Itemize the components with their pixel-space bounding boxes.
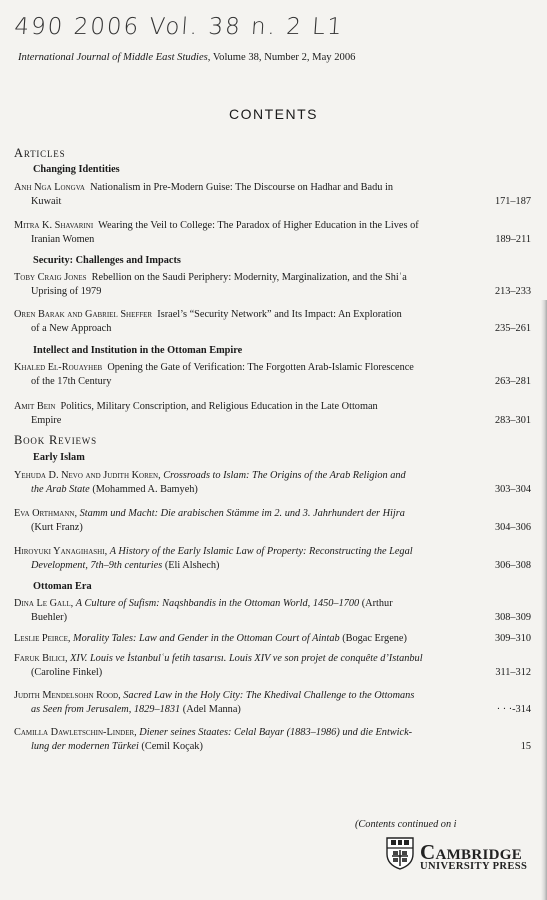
toc-entry-nevo[interactable]: Yehuda D. Nevo and Judith Koren, Crossroads to Islam: The Origins of the Arab Religion and the Arab State (Mohammed A. Bamyeh) 303–304 bbox=[14, 470, 531, 495]
journal-title: International Journal of Middle East Studies bbox=[18, 52, 208, 63]
toc-entry-orthmann[interactable]: Eva Orthmann, Stamm und Macht: Die arabischen Stämme im 2. und 3. Jahrhundert der Hijra (Kurt Franz) 304–306 bbox=[14, 508, 531, 533]
journal-issue: , Volume 38, Number 2, May 2006 bbox=[207, 52, 356, 63]
entry-title-cont: Empire bbox=[31, 415, 62, 426]
entry-title: Crossroads to Islam: The Origins of the Arab Religion and bbox=[163, 470, 406, 481]
entry-title: Rebellion on the Saudi Periphery: Modernity, Marginalization, and the Shiʿa bbox=[91, 272, 407, 283]
toc-entry-peirce[interactable]: Leslie Peirce, Morality Tales: Law and Gender in the Ottoman Court of Aintab (Bogac Ergene) 309–310 bbox=[14, 633, 531, 644]
entry-author: Anh Nga Longva bbox=[14, 182, 85, 193]
entry-author: Leslie Peirce bbox=[14, 633, 68, 644]
entry-title: A Culture of Sufism: Naqshbandis in the Ottoman World, 1450–1700 bbox=[75, 598, 360, 609]
entry-title-cont: as Seen from Jerusalem, 1829–1831 bbox=[31, 704, 181, 715]
entry-title-cont: Development, 7th–9th centuries bbox=[31, 560, 163, 571]
entry-title: Morality Tales: Law and Gender in the Ottoman Court of Aintab bbox=[73, 633, 340, 644]
publisher-name: Cambridge bbox=[420, 840, 523, 864]
entry-author: Hiroyuki Yanagihashi bbox=[14, 546, 105, 557]
publisher-subtitle: UNIVERSITY PRESS bbox=[420, 861, 528, 872]
toc-entry-barak[interactable] bbox=[14, 308, 534, 336]
entry-title-cont: lung der modernen Türkei bbox=[31, 741, 139, 752]
entry-title: Stamm und Macht: Die arabischen Stämme im 2. und 3. Jahrhundert der Hijra bbox=[79, 508, 405, 519]
entry-reviewer: (Caroline Finkel) bbox=[31, 667, 103, 678]
entry-title: XIV. Louis ve İstanbulʿu fetih tasarısı. Louis XIV ve son projet de conquête d’Istanbul bbox=[70, 653, 423, 664]
entry-reviewer: (Eli Alshech) bbox=[164, 560, 220, 571]
cambridge-crest-icon bbox=[385, 836, 415, 870]
entry-author: Eva Orthmann bbox=[14, 508, 75, 519]
entry-title: Nationalism in Pre-Modern Guise: The Discourse on Hadhar and Badu in bbox=[90, 182, 393, 193]
entry-author: Toby Craig Jones bbox=[14, 272, 87, 283]
entry-reviewer-cont: Buehler) bbox=[31, 612, 68, 623]
toc-entry-jones[interactable] bbox=[14, 271, 534, 299]
toc-entry-bilici[interactable]: Faruk Bilici, XIV. Louis ve İstanbulʿu fetih tasarısı. Louis XIV ve son projet de conquête d’Istanbul (Caroline Finkel) 311–312 bbox=[14, 653, 531, 678]
contents-continued-note: (Contents continued on i bbox=[355, 819, 457, 830]
entry-title: Politics, Military Conscription, and Religious Education in the Late Ottoman bbox=[60, 401, 378, 412]
subsection-security: Security: Challenges and Impacts bbox=[33, 255, 181, 266]
toc-entry-dawletschin[interactable]: Camilla Dawletschin-Linder, Diener seines Staates: Celal Bayar (1883–1986) und die Entwick- lung der modernen Türkei (Cemil Koçak) 15 bbox=[14, 727, 531, 752]
entry-reviewer: (Mohammed A. Bamyeh) bbox=[92, 484, 198, 495]
toc-entry-rood[interactable]: Judith Mendelsohn Rood, Sacred Law in the Holy City: The Khedival Challenge to the Ottomans as Seen from Jerusalem, 1829–1831 (Adel Manna) · · ·-314 bbox=[14, 690, 531, 715]
entry-pages: 304–306 bbox=[494, 522, 531, 533]
toc-entry-rouayheb[interactable] bbox=[14, 361, 534, 389]
entry-pages: 308–309 bbox=[494, 612, 531, 623]
entry-reviewer: (Adel Manna) bbox=[182, 704, 241, 715]
subsection-ottoman-era: Ottoman Era bbox=[33, 581, 92, 592]
page-edge-shadow bbox=[541, 300, 547, 900]
entry-title: Diener seines Staates: Celal Bayar (1883–1986) und die Entwick- bbox=[139, 727, 413, 738]
entry-pages: 235–261 bbox=[494, 323, 531, 334]
contents-heading: CONTENTS bbox=[229, 106, 318, 122]
journal-line bbox=[18, 52, 538, 63]
toc-entry-shavarini[interactable] bbox=[14, 219, 534, 247]
handwritten-note: 490 2006 Vol. 38 n. 2 L1 bbox=[13, 14, 345, 40]
toc-entry-longva[interactable] bbox=[14, 181, 534, 209]
section-articles: Articles bbox=[14, 146, 66, 160]
entry-pages: 263–281 bbox=[494, 376, 531, 387]
entry-reviewer: (Bogac Ergene) bbox=[342, 633, 407, 644]
entry-title-cont: of a New Approach bbox=[31, 323, 112, 334]
subsection-early-islam: Early Islam bbox=[33, 452, 85, 463]
section-book-reviews: Book Reviews bbox=[14, 433, 97, 447]
entry-author: Dina Le Gall bbox=[14, 598, 71, 609]
entry-pages: 303–304 bbox=[494, 484, 531, 495]
entry-reviewer: (Cemil Koçak) bbox=[141, 741, 203, 752]
entry-pages: · · ·-314 bbox=[496, 704, 531, 715]
entry-author: Amit Bein bbox=[14, 401, 56, 412]
entry-title: Sacred Law in the Holy City: The Khedival Challenge to the Ottomans bbox=[123, 690, 415, 701]
entry-title-cont: Iranian Women bbox=[31, 234, 95, 245]
entry-author: Mitra K. Shavarini bbox=[14, 220, 94, 231]
entry-title: A History of the Early Islamic Law of Property: Reconstructing the Legal bbox=[109, 546, 413, 557]
subsection-changing-identities: Changing Identities bbox=[33, 164, 120, 175]
entry-author: Judith Mendelsohn Rood bbox=[14, 690, 119, 701]
subsection-intellect: Intellect and Institution in the Ottoman Empire bbox=[33, 345, 243, 356]
entry-title: Opening the Gate of Verification: The Forgotten Arab-Islamic Florescence bbox=[107, 362, 414, 373]
entry-title-cont: Uprising of 1979 bbox=[31, 286, 102, 297]
entry-author: Faruk Bilici bbox=[14, 653, 65, 664]
entry-author: Khaled El-Rouayheb bbox=[14, 362, 103, 373]
entry-title: Israel’s “Security Network” and Its Impact: An Exploration bbox=[157, 309, 402, 320]
entry-author: Yehuda D. Nevo and Judith Koren bbox=[14, 470, 159, 481]
entry-pages: 283–301 bbox=[494, 415, 531, 426]
entry-title: Wearing the Veil to College: The Paradox of Higher Education in the Lives of bbox=[98, 220, 419, 231]
toc-entry-bein[interactable] bbox=[14, 400, 534, 428]
entry-pages: 311–312 bbox=[495, 667, 531, 678]
entry-title-cont: the Arab State bbox=[31, 484, 90, 495]
entry-pages: 189–211 bbox=[495, 234, 531, 245]
entry-title-cont: of the 17th Century bbox=[31, 376, 112, 387]
toc-entry-legall[interactable]: Dina Le Gall, A Culture of Sufism: Naqshbandis in the Ottoman World, 1450–1700 (Arthur Buehler) 308–309 bbox=[14, 598, 531, 623]
entry-title-cont: Kuwait bbox=[31, 196, 62, 207]
entry-reviewer: (Kurt Franz) bbox=[31, 522, 83, 533]
entry-pages: 15 bbox=[520, 741, 531, 752]
toc-entry-yanagihashi[interactable]: Hiroyuki Yanagihashi, A History of the Early Islamic Law of Property: Reconstructing the Legal Development, 7th–9th centuries (Eli Alshech) 306–308 bbox=[14, 546, 531, 571]
entry-author: Oren Barak and Gabriel Sheffer bbox=[14, 309, 153, 320]
entry-pages: 306–308 bbox=[494, 560, 531, 571]
entry-author: Camilla Dawletschin-Linder bbox=[14, 727, 135, 738]
entry-reviewer: (Arthur bbox=[361, 598, 393, 609]
entry-pages: 213–233 bbox=[494, 286, 531, 297]
entry-pages: 309–310 bbox=[494, 633, 531, 644]
entry-pages: 171–187 bbox=[494, 196, 531, 207]
